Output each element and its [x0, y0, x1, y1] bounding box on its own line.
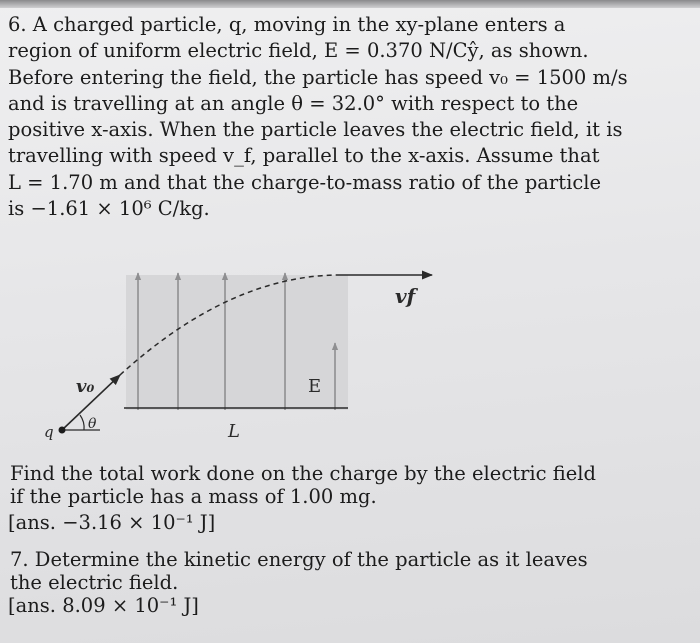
work-question [10, 462, 690, 508]
answer-work: [ans. −3.16 × 10⁻¹ J] [8, 511, 216, 534]
q7-line: the electric field. [10, 571, 179, 594]
problem-line: region of uniform electric field, E = 0.370 N/Cŷ, as shown. [8, 39, 589, 63]
field-diagram [40, 255, 460, 450]
problem-7-text [10, 548, 588, 594]
problem-line: 6. A charged particle, q, moving in the xy-plane enters a [8, 13, 566, 36]
theta-arc [80, 415, 84, 430]
problem-line: and is travelling at an angle θ = 32.0° with respect to the [8, 91, 579, 115]
problem-line: is −1.61 × 10⁶ C/kg. [8, 197, 210, 221]
answer-kinetic-energy: [ans. 8.09 × 10⁻¹ J] [8, 594, 199, 617]
problem-line: positive x-axis. When the particle leaves the electric field, it is [8, 118, 623, 142]
label-theta: θ [88, 416, 97, 432]
label-v0: v₀ [76, 376, 95, 397]
problem-6-text [8, 12, 692, 222]
problem-line: L = 1.70 m and that the charge-to-mass ratio of the particle [8, 170, 602, 194]
charge-dot [59, 427, 66, 434]
question-line: Find the total work done on the charge by the electric field [10, 462, 597, 485]
label-E: E [308, 376, 322, 397]
label-q: q [44, 423, 54, 441]
q7-line: 7. Determine the kinetic energy of the particle as it leaves [10, 548, 588, 571]
question-line: if the particle has a mass of 1.00 mg. [10, 485, 377, 508]
page-top-edge [0, 0, 700, 8]
label-vf: vf [395, 284, 416, 308]
label-L: L [228, 421, 240, 442]
problem-line: Before entering the field, the particle has speed v₀ = 1500 m/s [8, 65, 628, 89]
problem-line: travelling with speed v_f, parallel to the x-axis. Assume that [8, 144, 600, 168]
